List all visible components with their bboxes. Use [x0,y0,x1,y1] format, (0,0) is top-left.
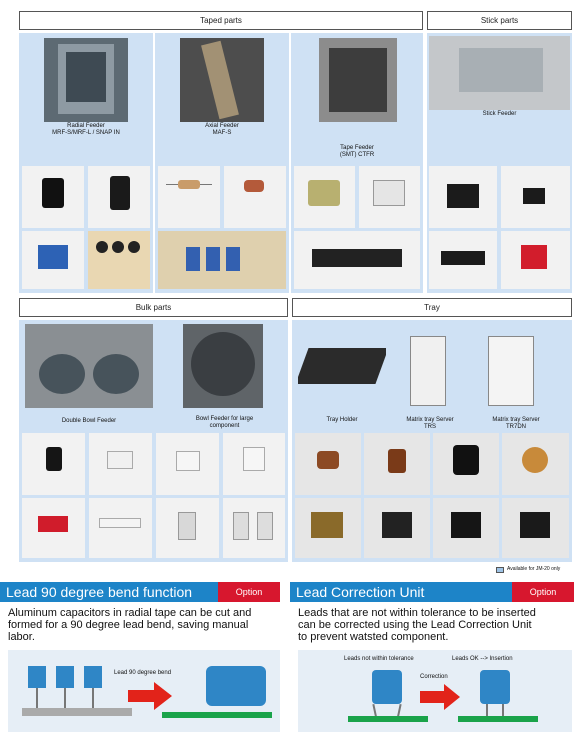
part-bulk [156,433,219,495]
note-marker [496,567,504,573]
part-tray [502,433,569,495]
radial-feeder-photo [44,38,128,122]
part-tray [433,433,499,495]
part-capacitor [22,166,84,228]
double-bowl-feeder-caption: Double Bowl Feeder [61,418,117,424]
label-leads-ok-insertion: Leads OK --> Insertion [452,656,513,662]
tray-holder-caption: Tray Holder [326,417,358,423]
part-tray [502,498,569,558]
bent-capacitor-icon [206,666,266,706]
part-bulk [156,498,219,558]
lead-bend-description: Aluminum capacitors in radial tape can be cut and formed for a 90 degree lead bend, saving manual labor. [8,607,252,643]
capacitor-icon [480,670,510,704]
lead-correction-option-badge: Option [512,582,574,602]
stick-feeder-panel [427,33,572,293]
tape-feeder-panel [291,33,423,293]
tray-holder-photo [298,330,386,400]
part-taped-resistors [158,231,286,289]
bowl-feeder-large-photo [183,324,263,408]
label-correction: Correction [420,674,448,680]
tr7dn-caption: Matrix tray Server TR7DN [492,417,540,430]
tray-panel [292,320,572,562]
axial-feeder-photo [180,38,264,122]
capacitor-icon [84,666,102,688]
section-header-stick: Stick parts [427,11,572,30]
arrow-right-icon [420,684,460,710]
radial-feeder-panel [19,33,153,293]
axial-feeder-panel [155,33,289,293]
part-film-capacitor [22,231,84,289]
pcb-strip [348,716,428,722]
arrow-right-icon [128,682,172,710]
lead-bend-diagram [8,650,280,732]
axial-feeder-caption: Axial Feeder MAF-S [205,123,239,136]
part-connector [359,166,420,228]
stick-feeder-photo [429,36,570,110]
tape-feeder-caption: Tape Feeder (SMT) CTFR [339,145,375,158]
trs-caption: Matrix tray Server TRS [406,417,454,430]
part-tray [364,433,430,495]
part-dip-ic [429,231,497,289]
pcb-strip [458,716,538,722]
part-tray [295,498,361,558]
part-7-segment-display [429,166,497,228]
part-resistor [158,166,220,228]
section-header-taped: Taped parts [19,11,423,30]
capacitor-icon [56,666,74,688]
note-text: Available for JM-20 only [507,566,561,572]
part-bulk [89,433,152,495]
label-leads-not-within-tolerance: Leads not within tolerance [344,656,414,662]
section-header-tray: Tray [292,298,572,317]
part-capacitor [88,166,150,228]
tape-strip [22,708,132,716]
part-tray [433,498,499,558]
part-inductor [224,166,286,228]
tape-feeder-photo [319,38,397,122]
part-bulk [22,498,85,558]
part-bulk [223,433,285,495]
part-taped-discs [88,231,150,289]
bulk-parts-panel [19,320,288,562]
section-header-bulk: Bulk parts [19,298,288,317]
part-audio-jacks [294,231,420,289]
stick-feeder-caption: Stick Feeder [482,111,517,117]
tr7dn-photo [482,328,542,412]
part-tray [364,498,430,558]
lead-correction-diagram [298,650,572,732]
lead-correction-description: Leads that are not within tolerance to be inserted can be corrected using the Lead Correction Unit to prevent watsted component. [298,607,536,643]
part-bulk [22,433,85,495]
part-tray [295,433,361,495]
pcb-strip [162,712,272,718]
part-bulk [89,498,152,558]
part-dip-switch [501,231,570,289]
part-connector [294,166,355,228]
lead-bend-label: Lead 90 degree bend [114,670,172,676]
trs-photo [404,328,454,412]
part-ic-square [501,166,570,228]
bowl-feeder-large-caption: Bowl Feeder for large component [195,416,254,429]
capacitor-icon [372,670,402,704]
lead-correction-title: Lead Correction Unit [290,582,512,602]
part-bulk [223,498,285,558]
lead-bend-option-badge: Option [218,582,280,602]
double-bowl-feeder-photo [25,324,153,408]
lead-bend-title: Lead 90 degree bend function [0,582,218,602]
radial-feeder-caption: Radial Feeder MRF-S/MRF-L / SNAP IN [52,123,120,136]
capacitor-icon [28,666,46,688]
